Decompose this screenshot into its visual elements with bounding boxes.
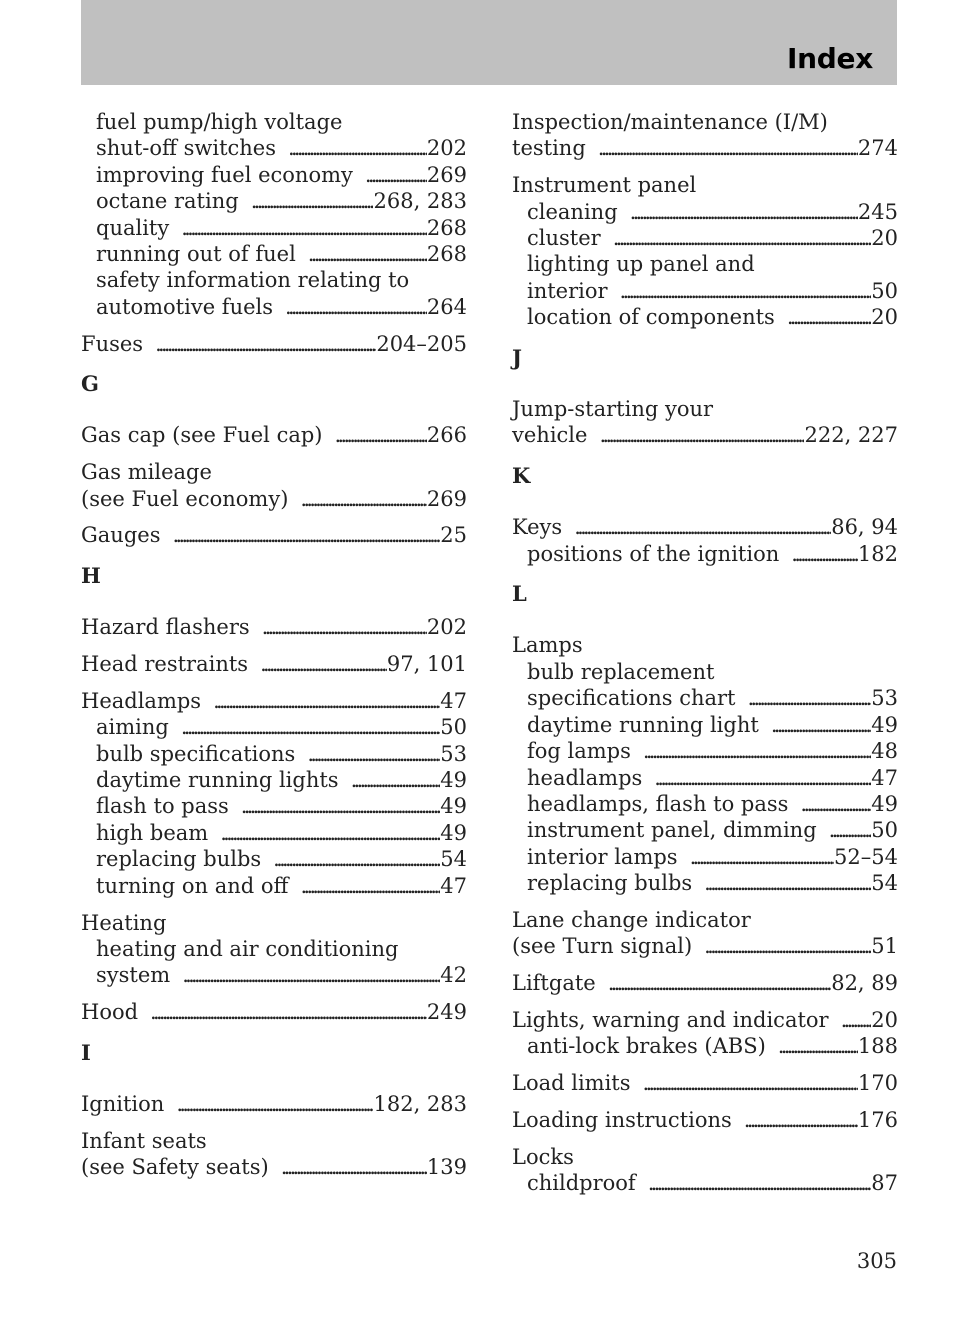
dot-leader <box>778 1033 858 1059</box>
index-subentry-line <box>512 199 898 225</box>
entry-label: vehicle <box>512 423 588 448</box>
entry-label: replacing bulbs <box>96 847 262 872</box>
index-entry-line <box>512 514 898 540</box>
entry-label: Gauges <box>81 523 161 548</box>
page-reference: 49 <box>871 712 898 737</box>
page-reference: 86, 94 <box>831 515 898 540</box>
page-reference: 48 <box>871 739 898 764</box>
dot-leader <box>213 688 440 714</box>
entry-label: Gas mileage <box>81 460 212 485</box>
index-subentry-line <box>512 712 898 738</box>
index-entry-line <box>81 910 467 936</box>
index-entry <box>512 1107 898 1133</box>
entry-label: instrument panel, dimming <box>527 818 817 843</box>
index-entry-line <box>81 522 467 548</box>
entry-label: Hazard flashers <box>81 615 250 640</box>
index-subentry-line <box>81 820 467 846</box>
dot-leader <box>288 135 427 161</box>
page-reference: 49 <box>440 820 467 845</box>
index-subentry-line <box>512 659 898 685</box>
page-number: 305 <box>856 1249 897 1273</box>
index-entry <box>81 688 467 899</box>
page-reference: 20 <box>871 226 898 251</box>
entry-label: daytime running lights <box>96 768 339 793</box>
dot-leader <box>613 225 872 251</box>
entry-label: interior <box>527 278 608 303</box>
entry-label: specifications chart <box>527 686 736 711</box>
index-entry <box>81 1091 467 1117</box>
index-subentry-line <box>512 225 898 251</box>
index-entry <box>81 1128 467 1181</box>
entry-label: headlamps <box>527 765 643 790</box>
index-entry-line <box>81 331 467 357</box>
dot-leader <box>181 714 440 740</box>
index-subentry-line <box>512 765 898 791</box>
entry-label: anti-lock brakes (ABS) <box>527 1034 766 1059</box>
dot-leader <box>598 135 858 161</box>
index-entry-line <box>512 1144 898 1170</box>
dot-leader <box>285 294 427 320</box>
index-subentry-line <box>81 873 467 899</box>
entry-label: quality <box>96 215 170 240</box>
entry-label: Headlamps <box>81 688 202 713</box>
entry-label: Ignition <box>81 1091 165 1116</box>
dot-leader <box>182 962 440 988</box>
dot-leader <box>747 685 871 711</box>
entry-label: (see Safety seats) <box>81 1155 269 1180</box>
page-reference: 264 <box>426 294 467 319</box>
page-reference: 42 <box>440 963 467 988</box>
index-entry <box>81 522 467 548</box>
index-entry <box>81 459 467 512</box>
page-reference: 47 <box>871 765 898 790</box>
page-reference: 20 <box>871 305 898 330</box>
index-entry-line <box>81 486 467 512</box>
index-entry <box>512 1007 898 1060</box>
dot-leader <box>654 765 871 791</box>
index-entry <box>81 331 467 357</box>
page-reference: 49 <box>440 768 467 793</box>
entry-label: Head restraints <box>81 652 249 677</box>
index-subentry-line <box>81 215 467 241</box>
index-entry-line <box>81 688 467 714</box>
dot-leader <box>365 162 427 188</box>
entry-label: octane rating <box>96 189 239 214</box>
dot-leader <box>599 422 804 448</box>
entry-label: replacing bulbs <box>527 871 693 896</box>
entry-label: Load limits <box>512 1071 631 1096</box>
entry-label: system <box>96 963 171 988</box>
entry-label: interior lamps <box>527 844 678 869</box>
entry-label: location of components <box>527 305 775 330</box>
page-reference: 268 <box>426 215 467 240</box>
page-reference: 202 <box>426 136 467 161</box>
index-entry <box>512 1070 898 1096</box>
entry-label: (see Fuel economy) <box>81 486 289 511</box>
index-subentry-line <box>512 791 898 817</box>
index-entry <box>512 109 898 162</box>
index-subentry-line <box>512 870 898 896</box>
dot-leader <box>841 1007 872 1033</box>
entry-label: headlamps, flash to pass <box>527 791 789 816</box>
index-subentry-line <box>512 541 898 567</box>
index-entry-line <box>512 970 898 996</box>
dot-leader <box>150 999 427 1025</box>
page-reference: 268, 283 <box>373 189 467 214</box>
entry-label: flash to pass <box>96 794 229 819</box>
dot-leader <box>260 651 387 677</box>
index-subentry-line <box>512 304 898 330</box>
dot-leader <box>787 304 871 330</box>
index-subentry-line <box>512 1033 898 1059</box>
index-entry-line <box>512 632 898 658</box>
entry-label: cleaning <box>527 199 618 224</box>
dot-leader <box>643 1070 858 1096</box>
index-subentry-line <box>512 1170 898 1196</box>
page-reference: 269 <box>426 162 467 187</box>
page-reference: 87 <box>871 1171 898 1196</box>
index-column-right <box>512 109 898 1207</box>
dot-leader <box>176 1091 373 1117</box>
index-subentry-line <box>512 685 898 711</box>
page-reference: 25 <box>440 523 467 548</box>
index-entry-line <box>81 651 467 677</box>
page-reference: 20 <box>871 1007 898 1032</box>
dot-leader <box>704 870 871 896</box>
dot-leader <box>241 793 440 819</box>
index-letter-heading: H <box>81 562 101 588</box>
dot-leader <box>308 241 427 267</box>
dot-leader <box>744 1107 858 1133</box>
index-entry <box>512 907 898 960</box>
dot-leader <box>220 820 440 846</box>
page-reference: 266 <box>426 423 467 448</box>
page-title: Index <box>787 42 873 75</box>
index-subentry-line <box>81 714 467 740</box>
index-entry-line <box>81 422 467 448</box>
index-entry <box>512 172 898 330</box>
entry-label: fog lamps <box>527 739 631 764</box>
index-entry <box>512 632 898 896</box>
entry-label: Liftgate <box>512 971 596 996</box>
index-subentry-line <box>81 793 467 819</box>
entry-label: Keys <box>512 515 563 540</box>
entry-label: Lamps <box>512 633 583 658</box>
index-entry-line <box>512 135 898 161</box>
entry-label: childproof <box>527 1171 636 1196</box>
index-subentry-line <box>512 278 898 304</box>
entry-label: improving fuel economy <box>96 162 353 187</box>
dot-leader <box>281 1154 427 1180</box>
index-entry <box>81 614 467 640</box>
index-entry <box>81 109 467 320</box>
index-subentry-line <box>512 738 898 764</box>
index-entry-line <box>512 1107 898 1133</box>
page-reference: 182 <box>857 541 898 566</box>
entry-label: high beam <box>96 820 209 845</box>
page-reference: 202 <box>426 615 467 640</box>
index-entry-line <box>81 999 467 1025</box>
dot-leader <box>608 970 832 996</box>
dot-leader <box>273 846 440 872</box>
index-entry-line <box>512 933 898 959</box>
entry-label: cluster <box>527 226 601 251</box>
index-subentry-line <box>81 109 467 135</box>
index-entry-line <box>512 422 898 448</box>
dot-leader <box>307 741 440 767</box>
entry-label: lighting up panel and <box>527 252 755 277</box>
entry-label: Heating <box>81 910 167 935</box>
entry-label: daytime running light <box>527 712 759 737</box>
dot-leader <box>334 422 426 448</box>
dot-leader <box>300 486 427 512</box>
page-reference: 50 <box>871 278 898 303</box>
entry-label: Fuses <box>81 331 144 356</box>
page-reference: 204–205 <box>376 331 467 356</box>
page-reference: 269 <box>426 486 467 511</box>
dot-leader <box>574 514 831 540</box>
page-reference: 53 <box>440 741 467 766</box>
page-reference: 54 <box>871 871 898 896</box>
dot-leader <box>630 199 858 225</box>
entry-label: Gas cap (see Fuel cap) <box>81 423 323 448</box>
dot-leader <box>800 791 871 817</box>
page-reference: 51 <box>871 934 898 959</box>
index-entry-line <box>81 1154 467 1180</box>
dot-leader <box>181 215 427 241</box>
index-letter-heading: J <box>512 344 522 370</box>
index-entry-line <box>81 459 467 485</box>
page-reference: 245 <box>857 199 898 224</box>
entry-label: Inspection/maintenance (I/M) <box>512 110 828 134</box>
entry-label: Hood <box>81 1000 139 1025</box>
entry-label: positions of the ignition <box>527 541 780 566</box>
dot-leader <box>172 522 440 548</box>
entry-label: Lights, warning and indicator <box>512 1007 829 1032</box>
page-reference: 274 <box>857 136 898 161</box>
index-entry-line <box>81 614 467 640</box>
index-subentry-line <box>81 294 467 320</box>
page-reference: 268 <box>426 242 467 267</box>
page-reference: 170 <box>857 1071 898 1096</box>
index-entry-line <box>512 1007 898 1033</box>
entry-label: (see Turn signal) <box>512 934 693 959</box>
page-reference: 176 <box>857 1107 898 1132</box>
entry-label: fuel pump/high voltage <box>96 110 343 134</box>
index-subentry-line <box>81 936 467 962</box>
entry-label: Jump-starting your <box>512 397 714 422</box>
index-entry <box>81 651 467 677</box>
entry-label: Locks <box>512 1144 574 1169</box>
page-reference: 249 <box>426 1000 467 1025</box>
entry-label: aiming <box>96 715 169 740</box>
index-entry-line <box>81 1091 467 1117</box>
page-reference: 47 <box>440 688 467 713</box>
dot-leader <box>829 817 872 843</box>
dot-leader <box>620 278 872 304</box>
index-entry <box>81 422 467 448</box>
page-reference: 182, 283 <box>373 1091 467 1116</box>
index-entry <box>512 514 898 567</box>
entry-label: bulb replacement <box>527 659 715 684</box>
entry-label: Lane change indicator <box>512 907 751 932</box>
index-entry-line <box>512 396 898 422</box>
page-reference: 54 <box>440 847 467 872</box>
index-entry <box>81 999 467 1025</box>
index-entry <box>81 910 467 989</box>
dot-leader <box>155 331 376 357</box>
entry-label: Loading instructions <box>512 1107 732 1132</box>
index-subentry-line <box>81 267 467 293</box>
index-column-left <box>81 109 467 1191</box>
index-entry <box>512 396 898 449</box>
entry-label: bulb specifications <box>96 741 296 766</box>
index-subentry-line <box>81 241 467 267</box>
dot-leader <box>648 1170 872 1196</box>
dot-leader <box>690 844 834 870</box>
index-subentry-line <box>512 817 898 843</box>
index-subentry-line <box>81 162 467 188</box>
page-reference: 50 <box>440 715 467 740</box>
entry-label: safety information relating to <box>96 268 410 293</box>
index-subentry-line <box>512 844 898 870</box>
index-entry-line <box>81 1128 467 1154</box>
index-subentry-line <box>81 846 467 872</box>
page-reference: 53 <box>871 686 898 711</box>
entry-label: turning on and off <box>96 873 289 898</box>
index-subentry-line <box>81 767 467 793</box>
index-entry-line <box>512 109 898 135</box>
entry-label: shut-off switches <box>96 136 276 161</box>
index-letter-heading: L <box>512 581 527 607</box>
dot-leader <box>251 188 374 214</box>
index-entry <box>512 1144 898 1197</box>
entry-label: heating and air conditioning <box>96 936 399 961</box>
page-reference: 47 <box>440 873 467 898</box>
index-letter-heading: I <box>81 1039 91 1065</box>
entry-label: Infant seats <box>81 1128 207 1153</box>
header-band <box>81 0 897 85</box>
page-reference: 50 <box>871 818 898 843</box>
page-reference: 139 <box>426 1155 467 1180</box>
page-reference: 188 <box>857 1034 898 1059</box>
index-entry-line <box>512 172 898 198</box>
dot-leader <box>791 541 858 567</box>
index-letter-heading: G <box>81 371 99 397</box>
index-entry-line <box>512 1070 898 1096</box>
dot-leader <box>704 933 871 959</box>
page-reference: 49 <box>871 791 898 816</box>
dot-leader <box>262 614 427 640</box>
entry-label: Instrument panel <box>512 173 697 198</box>
page-reference: 222, 227 <box>804 423 898 448</box>
dot-leader <box>771 712 871 738</box>
dot-leader <box>300 873 440 899</box>
entry-label: automotive fuels <box>96 294 274 319</box>
page-reference: 52–54 <box>834 844 898 869</box>
index-subentry-line <box>81 962 467 988</box>
index-entry-line <box>512 907 898 933</box>
page-reference: 82, 89 <box>831 971 898 996</box>
index-subentry-line <box>81 741 467 767</box>
entry-label: running out of fuel <box>96 242 296 267</box>
page-reference: 97, 101 <box>386 652 467 677</box>
index-subentry-line <box>81 135 467 161</box>
dot-leader <box>643 738 871 764</box>
index-letter-heading: K <box>512 462 531 488</box>
entry-label: testing <box>512 136 586 161</box>
index-subentry-line <box>81 188 467 214</box>
page-reference: 49 <box>440 794 467 819</box>
index-entry <box>512 970 898 996</box>
index-subentry-line <box>512 251 898 277</box>
dot-leader <box>351 767 441 793</box>
